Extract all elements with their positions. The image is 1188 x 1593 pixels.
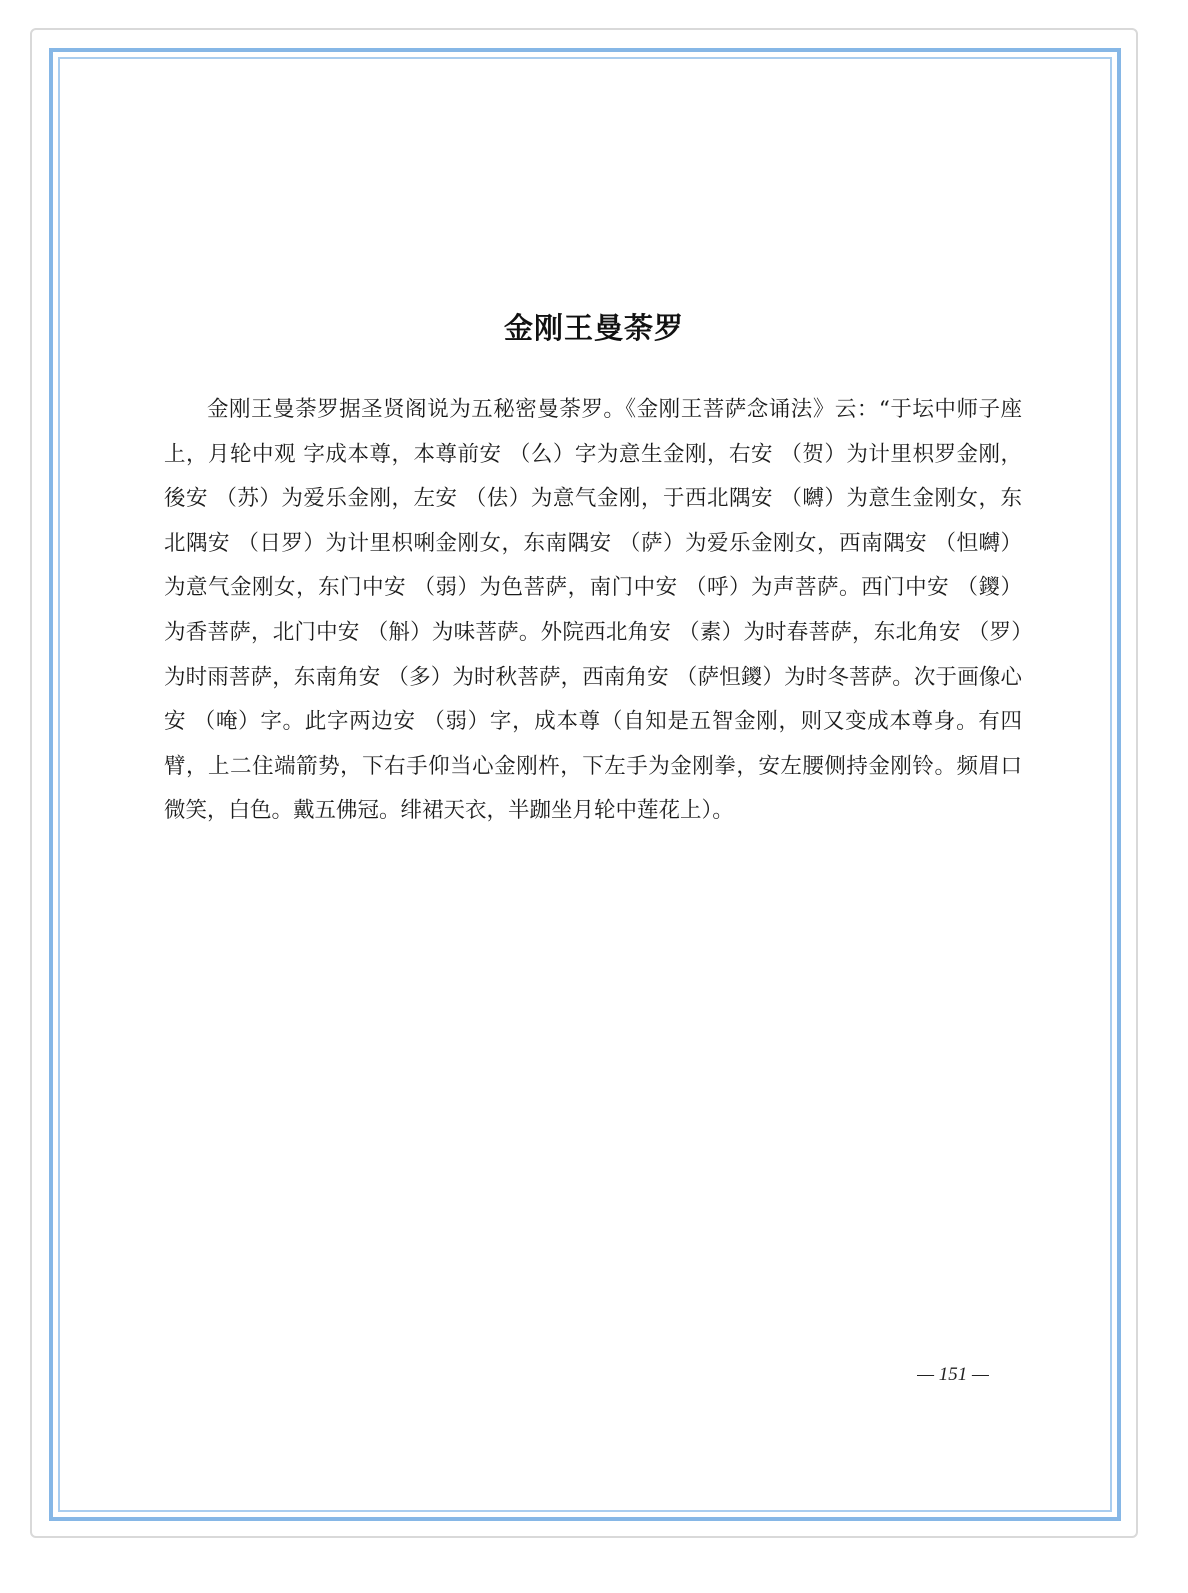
page-title: 金刚王曼荼罗 xyxy=(503,311,684,345)
page-number: — 151 — xyxy=(917,1364,989,1385)
body-paragraph: 金刚王曼荼罗据圣贤阁说为五秘密曼荼罗。《金刚王菩萨念诵法》云：“于坛中师子座上，月轮中观 字成本尊，本尊前安 （么）字为意生金刚，右安 （贺）为计里枳罗金刚，後安 （苏）为爱乐金刚，左安 （佉）为意气金刚，于西北隅安 （嚩）为意生金刚女，东北隅安 （日罗）为计里枳唎金刚女，东南隅安 （萨）为爱乐金刚女，西南隅安 （怛嚩）为意气金刚女，东门中安 （弱）为色菩萨，南门中安 （呼）为声菩萨。西门中安 （鑁）为香菩萨，北门中安 （斛）为味菩萨。外院西北角安 （素）为时春菩萨，东北角安 （罗）为时雨菩萨，东南角安 （多）为时秋菩萨，西南角安 （萨怛鑁）为时冬菩萨。次于画像心安 （唵）字。此字两边安 （弱）字，成本尊（自知是五智金刚，则又变成本尊身。有四臂，上二住端箭势，下右手仰当心金刚杵，下左手为金刚拳，安左腰侧持金刚铃。频眉口微笑，白色。戴五佛冠。绯裙天衣，半跏坐月轮中莲花上）。 xyxy=(164,397,1022,824)
